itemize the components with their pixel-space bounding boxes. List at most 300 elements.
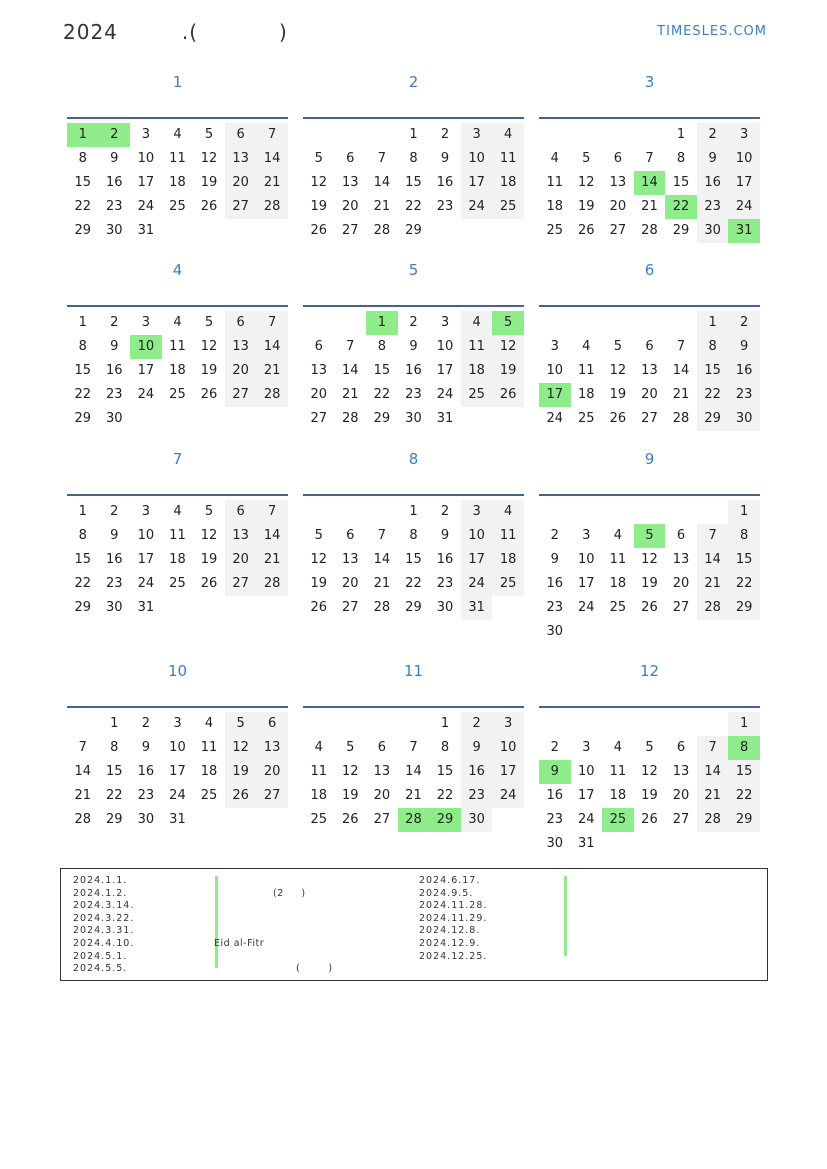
day-cell[interactable]: 7 [645,151,654,166]
day-cell[interactable]: 26 [578,223,595,238]
day-cell[interactable]: 9 [110,151,119,166]
day-cell[interactable]: 12 [310,175,328,190]
day-cell[interactable]: 10 [169,740,186,755]
day-cell[interactable]: 15 [436,764,454,779]
day-cell[interactable]: 20 [641,387,658,402]
day-cell[interactable]: 22 [728,572,760,596]
day-cell[interactable]: 7 [697,524,729,548]
day-cell[interactable]: 19 [492,359,524,383]
day-cell[interactable]: 29 [405,600,422,615]
day-cell[interactable]: 7 [256,500,288,524]
day-cell[interactable]: 10 [546,363,564,378]
day-cell[interactable]: 4 [582,339,591,354]
day-cell[interactable]: 20 [342,576,359,591]
day-cell[interactable]: 16 [546,788,564,803]
day-cell[interactable]: 12 [200,151,218,166]
day-cell[interactable]: 27 [373,812,391,827]
day-cell[interactable]: 15 [405,552,422,567]
day-cell[interactable]: 23 [546,812,564,827]
day-cell[interactable]: 28 [256,195,288,219]
day-cell[interactable]: 18 [310,788,328,803]
day-cell[interactable]: 7 [377,528,387,543]
day-cell[interactable]: 28 [697,808,729,832]
day-cell[interactable]: 8 [409,528,418,543]
day-cell[interactable]: 26 [342,812,359,827]
day-cell[interactable]: 24 [137,199,155,214]
day-cell[interactable]: 27 [342,600,359,615]
day-cell[interactable]: 18 [546,199,564,214]
day-cell[interactable]: 10 [137,528,155,543]
day-cell[interactable]: 6 [676,528,686,543]
day-cell[interactable]: 2 [99,123,131,147]
day-cell[interactable]: 4 [492,123,524,147]
day-cell[interactable]: 17 [436,363,454,378]
day-cell[interactable]: 6 [225,500,257,524]
day-cell[interactable]: 22 [74,387,92,402]
day-cell[interactable]: 28 [74,812,92,827]
day-cell[interactable]: 24 [137,576,155,591]
day-cell[interactable]: 18 [200,764,218,779]
day-cell[interactable]: 22 [74,199,92,214]
day-cell[interactable]: 23 [546,600,564,615]
day-cell[interactable]: 15 [74,175,92,190]
day-cell[interactable]: 28 [256,572,288,596]
day-cell[interactable]: 10 [436,339,454,354]
day-cell[interactable]: 4 [613,740,623,755]
day-cell[interactable]: 29 [74,600,92,615]
day-cell[interactable]: 26 [641,600,658,615]
day-cell[interactable]: 19 [225,760,257,784]
day-cell[interactable]: 21 [256,359,288,383]
day-cell[interactable]: 16 [106,552,123,567]
day-cell[interactable]: 6 [346,528,355,543]
day-cell[interactable]: 27 [672,600,690,615]
day-cell[interactable]: 12 [310,552,328,567]
day-cell[interactable]: 25 [492,195,524,219]
day-cell[interactable]: 17 [137,175,155,190]
day-cell[interactable]: 5 [204,504,214,519]
day-cell[interactable]: 9 [697,147,729,171]
day-cell[interactable]: 12 [200,339,218,354]
day-cell[interactable]: 8 [78,151,87,166]
day-cell[interactable]: 19 [641,788,658,803]
day-cell[interactable]: 3 [141,127,151,142]
day-cell[interactable]: 18 [578,387,595,402]
day-cell[interactable]: 29 [405,223,422,238]
day-cell[interactable]: 12 [492,335,524,359]
day-cell[interactable]: 23 [728,383,760,407]
day-cell[interactable]: 9 [110,339,119,354]
day-cell[interactable]: 2 [110,504,119,519]
day-cell[interactable]: 29 [728,596,760,620]
day-cell[interactable]: 4 [173,315,182,330]
day-cell[interactable]: 22 [436,788,454,803]
day-cell[interactable]: 12 [609,363,627,378]
day-cell[interactable]: 6 [676,740,686,755]
day-cell[interactable]: 24 [578,600,595,615]
day-cell[interactable]: 29 [373,411,391,426]
day-cell[interactable]: 9 [728,335,760,359]
day-cell[interactable]: 7 [256,123,288,147]
day-cell[interactable]: 2 [409,315,418,330]
day-cell[interactable]: 23 [436,199,454,214]
day-cell[interactable]: 30 [405,411,422,426]
day-cell[interactable]: 11 [609,552,627,567]
day-cell[interactable]: 14 [672,363,690,378]
day-cell[interactable]: 17 [492,760,524,784]
day-cell[interactable]: 5 [582,151,591,166]
day-cell[interactable]: 26 [641,812,658,827]
day-cell[interactable]: 28 [256,383,288,407]
day-cell[interactable]: 22 [106,788,123,803]
day-cell[interactable]: 23 [106,576,123,591]
day-cell[interactable]: 5 [225,712,257,736]
day-cell[interactable]: 15 [697,359,729,383]
day-cell[interactable]: 26 [200,576,218,591]
day-cell[interactable]: 10 [578,764,595,779]
day-cell[interactable]: 23 [405,387,422,402]
day-cell[interactable]: 3 [582,528,591,543]
day-cell[interactable]: 15 [672,175,690,190]
day-cell[interactable]: 13 [256,736,288,760]
day-cell[interactable]: 21 [256,548,288,572]
day-cell[interactable]: 4 [314,740,323,755]
day-cell[interactable]: 11 [461,335,493,359]
day-cell[interactable]: 23 [461,784,493,808]
day-cell[interactable]: 15 [74,552,92,567]
day-cell[interactable]: 22 [373,387,391,402]
day-cell[interactable]: 21 [373,576,391,591]
day-cell[interactable]: 13 [342,175,359,190]
day-cell[interactable]: 27 [256,784,288,808]
day-cell[interactable]: 18 [492,548,524,572]
day-cell[interactable]: 28 [641,223,658,238]
day-cell[interactable]: 1 [78,315,87,330]
day-cell[interactable]: 23 [106,387,123,402]
day-cell[interactable]: 6 [225,123,257,147]
day-cell[interactable]: 27 [310,411,328,426]
day-cell[interactable]: 3 [461,500,493,524]
day-cell[interactable]: 3 [461,123,493,147]
day-cell[interactable]: 18 [492,171,524,195]
day-cell[interactable]: 20 [672,576,690,591]
day-cell[interactable]: 17 [578,788,595,803]
day-cell[interactable]: 2 [697,123,729,147]
day-cell[interactable]: 12 [641,552,658,567]
day-cell[interactable]: 10 [137,151,155,166]
day-cell[interactable]: 20 [256,760,288,784]
day-cell[interactable]: 11 [609,764,627,779]
day-cell[interactable]: 17 [461,171,493,195]
day-cell[interactable]: 4 [461,311,493,335]
day-cell[interactable]: 19 [342,788,359,803]
day-cell[interactable]: 5 [346,740,355,755]
day-cell[interactable]: 24 [461,195,493,219]
day-cell[interactable]: 25 [169,199,186,214]
day-cell[interactable]: 20 [225,171,257,195]
day-cell[interactable]: 11 [169,151,186,166]
day-cell[interactable]: 13 [672,552,690,567]
day-cell[interactable]: 6 [645,339,654,354]
day-cell[interactable]: 5 [613,339,623,354]
day-cell[interactable]: 17 [578,576,595,591]
day-cell[interactable]: 9 [141,740,151,755]
day-cell[interactable]: 25 [200,788,218,803]
day-cell[interactable]: 18 [169,363,186,378]
day-cell[interactable]: 13 [310,363,328,378]
day-cell[interactable]: 2 [440,504,450,519]
day-cell[interactable]: 20 [225,548,257,572]
day-cell[interactable]: 29 [728,808,760,832]
day-cell[interactable]: 14 [373,175,391,190]
day-cell[interactable]: 2 [550,528,559,543]
day-cell[interactable]: 10 [461,524,493,548]
day-cell[interactable]: 18 [609,576,627,591]
day-cell[interactable]: 8 [728,736,760,760]
day-cell[interactable]: 27 [225,572,257,596]
day-cell[interactable]: 28 [373,600,391,615]
day-cell[interactable]: 5 [204,315,214,330]
day-cell[interactable]: 14 [697,548,729,572]
day-cell[interactable]: 8 [78,528,87,543]
day-cell[interactable]: 18 [169,552,186,567]
day-cell[interactable]: 16 [728,359,760,383]
day-cell[interactable]: 1 [728,500,760,524]
day-cell[interactable]: 8 [728,524,760,548]
day-cell[interactable]: 16 [137,764,155,779]
day-cell[interactable]: 29 [672,223,690,238]
day-cell[interactable]: 12 [225,736,257,760]
day-cell[interactable]: 11 [169,528,186,543]
day-cell[interactable]: 28 [697,596,729,620]
day-cell[interactable]: 16 [106,363,123,378]
day-cell[interactable]: 13 [672,764,690,779]
day-cell[interactable]: 16 [405,363,422,378]
day-cell[interactable]: 16 [546,576,564,591]
day-cell[interactable]: 14 [405,764,422,779]
day-cell[interactable]: 13 [342,552,359,567]
day-cell[interactable]: 15 [106,764,123,779]
day-cell[interactable]: 14 [256,524,288,548]
day-cell[interactable]: 14 [74,764,92,779]
day-cell[interactable]: 29 [74,223,92,238]
day-cell[interactable]: 5 [314,528,323,543]
day-cell[interactable]: 31 [137,600,155,615]
day-cell[interactable]: 24 [461,572,493,596]
day-cell[interactable]: 20 [609,199,627,214]
day-cell[interactable]: 6 [314,339,323,354]
day-cell[interactable]: 22 [74,576,92,591]
day-cell[interactable]: 13 [225,335,257,359]
day-cell[interactable]: 1 [110,716,119,731]
day-cell[interactable]: 19 [200,175,218,190]
day-cell[interactable]: 11 [546,175,564,190]
day-cell[interactable]: 25 [602,808,634,832]
day-cell[interactable]: 25 [461,383,493,407]
day-cell[interactable]: 30 [106,223,123,238]
day-cell[interactable]: 30 [106,600,123,615]
day-cell[interactable]: 26 [609,411,627,426]
day-cell[interactable]: 7 [676,339,686,354]
day-cell[interactable]: 8 [377,339,387,354]
day-cell[interactable]: 9 [539,760,571,784]
day-cell[interactable]: 26 [200,387,218,402]
day-cell[interactable]: 2 [728,311,760,335]
day-cell[interactable]: 4 [204,716,214,731]
day-cell[interactable]: 27 [225,383,257,407]
day-cell[interactable]: 13 [225,524,257,548]
day-cell[interactable]: 13 [641,363,658,378]
day-cell[interactable]: 7 [346,339,355,354]
day-cell[interactable]: 22 [728,784,760,808]
day-cell[interactable]: 22 [405,576,422,591]
day-cell[interactable]: 20 [225,359,257,383]
day-cell[interactable]: 14 [256,335,288,359]
day-cell[interactable]: 25 [578,411,595,426]
day-cell[interactable]: 24 [137,387,155,402]
day-cell[interactable]: 25 [310,812,328,827]
day-cell[interactable]: 30 [106,411,123,426]
day-cell[interactable]: 1 [409,504,418,519]
day-cell[interactable]: 1 [440,716,450,731]
day-cell[interactable]: 16 [697,171,729,195]
day-cell[interactable]: 8 [78,339,87,354]
day-cell[interactable]: 11 [578,363,595,378]
day-cell[interactable]: 21 [697,572,729,596]
day-cell[interactable]: 21 [74,788,92,803]
day-cell[interactable]: 12 [578,175,595,190]
day-cell[interactable]: 19 [578,199,595,214]
day-cell[interactable]: 18 [169,175,186,190]
day-cell[interactable]: 7 [697,736,729,760]
day-cell[interactable]: 30 [436,600,454,615]
day-cell[interactable]: 6 [613,151,623,166]
day-cell[interactable]: 17 [539,383,571,407]
day-cell[interactable]: 4 [613,528,623,543]
day-cell[interactable]: 27 [609,223,627,238]
day-cell[interactable]: 10 [461,147,493,171]
day-cell[interactable]: 27 [225,195,257,219]
day-cell[interactable]: 3 [141,504,151,519]
day-cell[interactable]: 27 [641,411,658,426]
day-cell[interactable]: 22 [697,383,729,407]
day-cell[interactable]: 9 [110,528,119,543]
day-cell[interactable]: 30 [546,836,564,851]
day-cell[interactable]: 31 [578,836,595,851]
day-cell[interactable]: 16 [436,175,454,190]
day-cell[interactable]: 15 [74,363,92,378]
day-cell[interactable]: 25 [169,576,186,591]
day-cell[interactable]: 10 [492,736,524,760]
day-cell[interactable]: 19 [609,387,627,402]
day-cell[interactable]: 1 [67,123,99,147]
day-cell[interactable]: 1 [366,311,398,335]
day-cell[interactable]: 19 [200,363,218,378]
day-cell[interactable]: 24 [728,195,760,219]
day-cell[interactable]: 8 [110,740,119,755]
day-cell[interactable]: 7 [78,740,87,755]
day-cell[interactable]: 9 [409,339,418,354]
day-cell[interactable]: 11 [492,524,524,548]
day-cell[interactable]: 19 [641,576,658,591]
day-cell[interactable]: 23 [106,199,123,214]
day-cell[interactable]: 26 [310,600,328,615]
day-cell[interactable]: 21 [373,199,391,214]
day-cell[interactable]: 24 [578,812,595,827]
day-cell[interactable]: 3 [440,315,450,330]
day-cell[interactable]: 28 [373,223,391,238]
day-cell[interactable]: 23 [436,576,454,591]
day-cell[interactable]: 13 [373,764,391,779]
day-cell[interactable]: 26 [225,784,257,808]
day-cell[interactable]: 15 [373,363,391,378]
day-cell[interactable]: 1 [697,311,729,335]
day-cell[interactable]: 4 [550,151,559,166]
day-cell[interactable]: 15 [728,548,760,572]
day-cell[interactable]: 12 [641,764,658,779]
day-cell[interactable]: 14 [697,760,729,784]
day-cell[interactable]: 29 [429,808,461,832]
day-cell[interactable]: 23 [137,788,155,803]
day-cell[interactable]: 17 [137,552,155,567]
day-cell[interactable]: 6 [256,712,288,736]
day-cell[interactable]: 28 [672,411,690,426]
day-cell[interactable]: 30 [461,808,493,832]
day-cell[interactable]: 1 [728,712,760,736]
day-cell[interactable]: 3 [550,339,559,354]
day-cell[interactable]: 10 [130,335,162,359]
day-cell[interactable]: 18 [461,359,493,383]
day-cell[interactable]: 6 [346,151,355,166]
day-cell[interactable]: 21 [342,387,359,402]
day-cell[interactable]: 1 [409,127,418,142]
day-cell[interactable]: 28 [398,808,430,832]
day-cell[interactable]: 14 [342,363,359,378]
day-cell[interactable]: 7 [409,740,418,755]
day-cell[interactable]: 29 [697,407,729,431]
day-cell[interactable]: 14 [256,147,288,171]
day-cell[interactable]: 30 [728,407,760,431]
day-cell[interactable]: 21 [697,784,729,808]
day-cell[interactable]: 30 [697,219,729,243]
day-cell[interactable]: 10 [578,552,595,567]
day-cell[interactable]: 12 [342,764,359,779]
day-cell[interactable]: 11 [200,740,218,755]
day-cell[interactable]: 27 [672,812,690,827]
day-cell[interactable]: 15 [728,760,760,784]
day-cell[interactable]: 17 [461,548,493,572]
day-cell[interactable]: 8 [697,335,729,359]
day-cell[interactable]: 25 [609,600,627,615]
day-cell[interactable]: 29 [74,411,92,426]
day-cell[interactable]: 31 [728,219,760,243]
day-cell[interactable]: 10 [728,147,760,171]
day-cell[interactable]: 16 [461,760,493,784]
day-cell[interactable]: 4 [492,500,524,524]
day-cell[interactable]: 25 [492,572,524,596]
day-cell[interactable]: 13 [225,147,257,171]
day-cell[interactable]: 6 [225,311,257,335]
day-cell[interactable]: 1 [78,504,87,519]
day-cell[interactable]: 8 [409,151,418,166]
day-cell[interactable]: 9 [550,552,559,567]
day-cell[interactable]: 8 [440,740,450,755]
day-cell[interactable]: 19 [310,199,328,214]
day-cell[interactable]: 16 [436,552,454,567]
day-cell[interactable]: 26 [200,199,218,214]
day-cell[interactable]: 25 [169,387,186,402]
day-cell[interactable]: 5 [314,151,323,166]
